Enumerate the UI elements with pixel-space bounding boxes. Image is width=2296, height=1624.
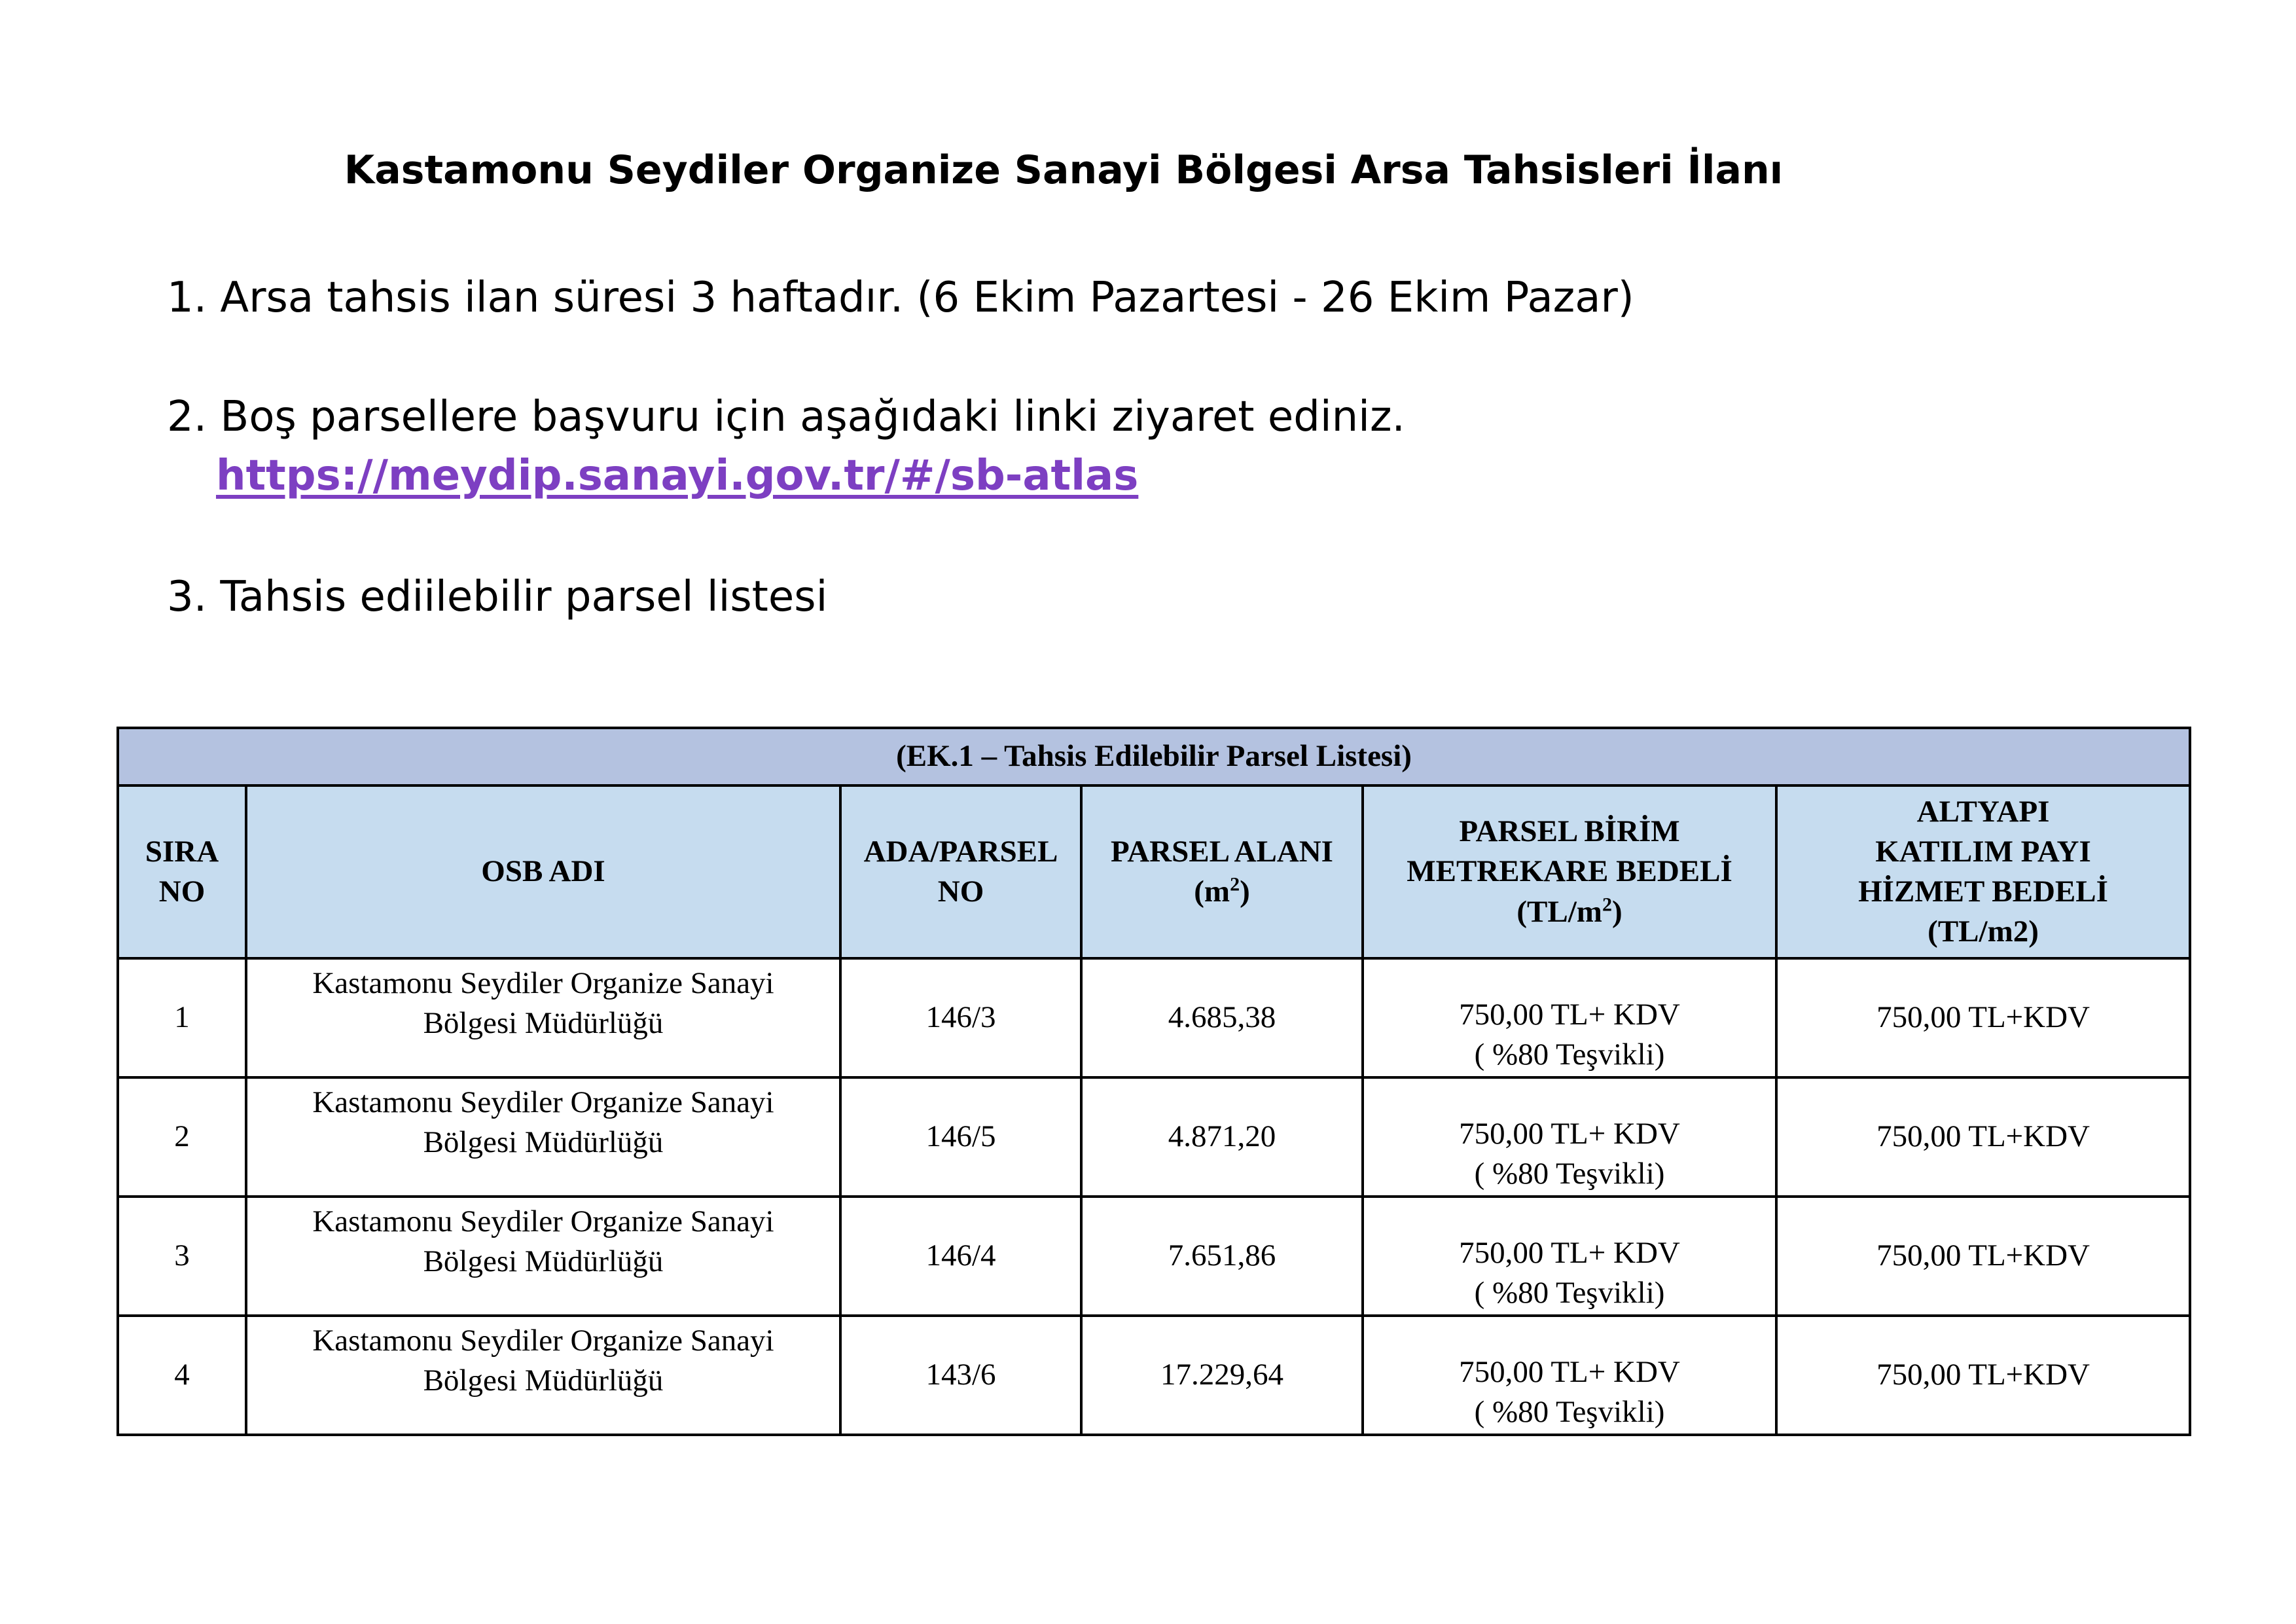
cell-ada: 143/6 <box>840 1316 1081 1435</box>
cell-text: 750,00 TL+ KDV <box>1459 1116 1680 1151</box>
table-caption-row <box>118 728 2190 785</box>
cell-no: 4 <box>118 1316 246 1435</box>
cell-no: 3 <box>118 1197 246 1316</box>
table-caption: (EK.1 – Tahsis Edilebilir Parsel Listesi) <box>118 728 2190 785</box>
header-osb-adi <box>246 785 840 958</box>
unit-close: ) <box>1611 894 1623 929</box>
unit-text: (m <box>1194 875 1230 909</box>
cell-birim <box>1363 1316 1776 1435</box>
cell-no: 2 <box>118 1077 246 1197</box>
cell-text: Kastamonu Seydiler Organize Sanayi <box>312 1085 774 1119</box>
cell-text: ( %80 Teşvikli) <box>1474 1037 1665 1072</box>
cell-osb <box>246 1316 840 1435</box>
header-altyapi <box>1776 785 2190 958</box>
cell-alan: 4.871,20 <box>1081 1077 1363 1197</box>
table-row <box>118 1316 2190 1435</box>
header-text: (TL/m2) <box>1928 914 2039 949</box>
parcel-table <box>117 727 2191 1436</box>
cell-text: Bölgesi Müdürlüğü <box>423 1244 664 1279</box>
cell-text: ( %80 Teşvikli) <box>1474 1275 1665 1310</box>
header-text: NO <box>937 875 984 909</box>
header-unit <box>1369 892 1770 932</box>
cell-text: ( %80 Teşvikli) <box>1474 1394 1665 1429</box>
list-item-2 <box>167 393 1405 441</box>
cell-text: Kastamonu Seydiler Organize Sanayi <box>312 1324 774 1358</box>
header-text: NO <box>158 875 206 909</box>
unit-text: (TL/m <box>1516 894 1602 929</box>
cell-text: Kastamonu Seydiler Organize Sanayi <box>312 966 774 1000</box>
list-item-3 <box>167 573 827 621</box>
cell-birim <box>1363 1197 1776 1316</box>
application-link[interactable]: https://meydip.sanayi.gov.tr/#/sb-atlas <box>216 452 1139 500</box>
cell-ada: 146/5 <box>840 1077 1081 1197</box>
cell-ada: 146/3 <box>840 958 1081 1077</box>
table-row <box>118 1077 2190 1197</box>
cell-osb <box>246 1077 840 1197</box>
list-item-text: Tahsis ediilebilir parsel listesi <box>220 573 828 621</box>
page-title: Kastamonu Seydiler Organize Sanayi Bölgesi Arsa Tahsisleri İlanı <box>344 147 1784 193</box>
header-text: HİZMET BEDELİ <box>1858 875 2108 909</box>
cell-no: 1 <box>118 958 246 1077</box>
header-text: SIRA <box>145 834 219 869</box>
header-text: ADA/PARSEL <box>863 834 1058 869</box>
cell-birim <box>1363 958 1776 1077</box>
cell-altyapi: 750,00 TL+KDV <box>1776 958 2190 1077</box>
header-text: KATILIM PAYI <box>1875 834 2091 869</box>
cell-altyapi: 750,00 TL+KDV <box>1776 1197 2190 1316</box>
cell-alan: 4.685,38 <box>1081 958 1363 1077</box>
header-text: PARSEL BİRİM <box>1459 814 1680 849</box>
header-text: ALTYAPI <box>1916 794 2050 829</box>
list-item-text: Arsa tahsis ilan süresi 3 haftadır. (6 Ekim Pazartesi - 26 Ekim Pazar) <box>220 274 1634 322</box>
list-item-number: 1. <box>167 274 207 322</box>
unit-close: ) <box>1240 875 1250 909</box>
cell-altyapi: 750,00 TL+KDV <box>1776 1077 2190 1197</box>
cell-text: Bölgesi Müdürlüğü <box>423 1125 664 1160</box>
header-unit <box>1088 872 1356 912</box>
header-sira-no <box>118 785 246 958</box>
header-birim-bedel <box>1363 785 1776 958</box>
cell-birim <box>1363 1077 1776 1197</box>
cell-text: 750,00 TL+ KDV <box>1459 1235 1680 1270</box>
cell-alan: 7.651,86 <box>1081 1197 1363 1316</box>
cell-text: Bölgesi Müdürlüğü <box>423 1363 664 1398</box>
cell-text: Bölgesi Müdürlüğü <box>423 1006 664 1041</box>
cell-text: 750,00 TL+ KDV <box>1459 1354 1680 1389</box>
table-row <box>118 1197 2190 1316</box>
cell-ada: 146/4 <box>840 1197 1081 1316</box>
header-text: OSB ADI <box>481 854 605 889</box>
cell-text: ( %80 Teşvikli) <box>1474 1156 1665 1191</box>
table-row <box>118 958 2190 1077</box>
list-item-text: Boş parsellere başvuru için aşağıdaki linki ziyaret ediniz. <box>220 393 1405 441</box>
table-header-row <box>118 785 2190 958</box>
header-ada-parsel <box>840 785 1081 958</box>
cell-altyapi: 750,00 TL+KDV <box>1776 1316 2190 1435</box>
cell-osb <box>246 958 840 1077</box>
cell-alan: 17.229,64 <box>1081 1316 1363 1435</box>
header-text: PARSEL ALANI <box>1111 834 1333 869</box>
list-item-number: 2. <box>167 393 207 441</box>
list-item-1 <box>167 274 1634 322</box>
unit-sup: 2 <box>1602 893 1612 915</box>
header-text: METREKARE BEDELİ <box>1407 854 1732 889</box>
cell-text: 750,00 TL+ KDV <box>1459 997 1680 1032</box>
cell-osb <box>246 1197 840 1316</box>
list-item-number: 3. <box>167 573 207 621</box>
unit-sup: 2 <box>1230 873 1240 895</box>
cell-text: Kastamonu Seydiler Organize Sanayi <box>312 1204 774 1238</box>
header-parsel-alani <box>1081 785 1363 958</box>
